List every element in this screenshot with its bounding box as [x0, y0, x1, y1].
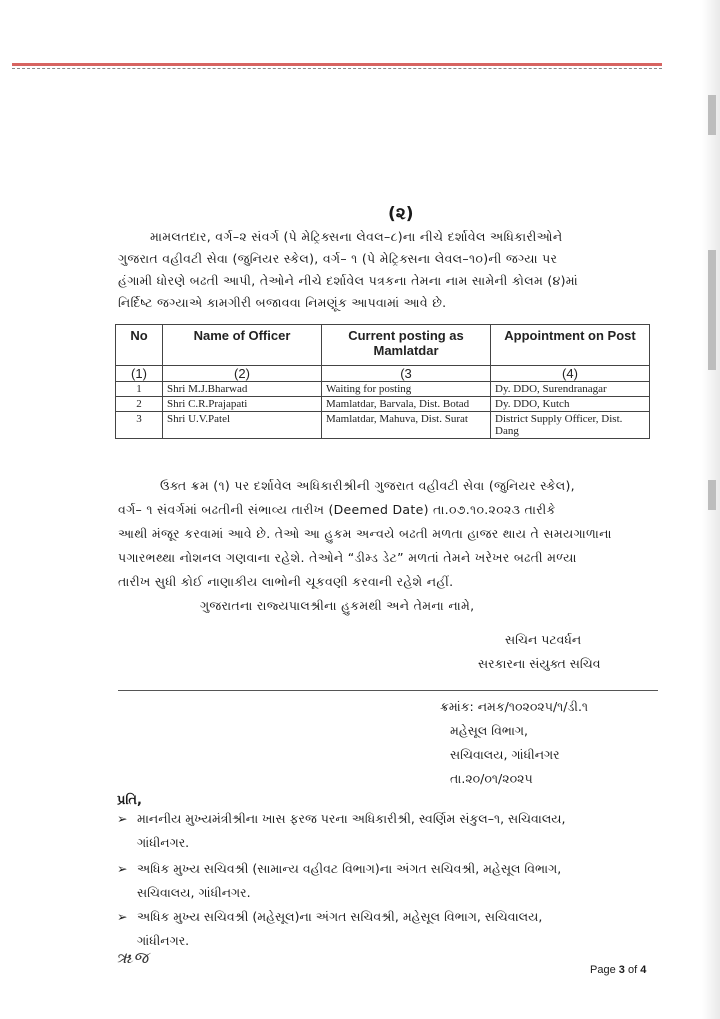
- distribution-line: સચિવાલય, ગાંધીનગર.: [137, 885, 251, 900]
- row-current: Waiting for posting: [322, 382, 491, 397]
- page-footer: [590, 964, 646, 976]
- table-row: [116, 412, 650, 439]
- row-no: 1: [116, 382, 163, 397]
- distribution-item: [117, 905, 662, 953]
- scan-mark: [708, 480, 716, 510]
- header-name: Name of Officer: [163, 325, 322, 366]
- row-name: Shri M.J.Bharwad: [163, 382, 322, 397]
- reference-department: મહેસૂલ વિભાગ,: [450, 723, 529, 738]
- col-number: (4): [491, 366, 650, 382]
- col-number: (1): [116, 366, 163, 382]
- footer-total: 4: [640, 964, 647, 976]
- intro-line: હંગામી ધોરણે બઢતી આપી, તેઓને નીચે દર્શાવેલ પત્રકના તેમના નામ સામેની કોલમ (૪)માં: [118, 273, 578, 288]
- body-line: ઉક્ત ક્રમ (૧) પર દર્શાવેલ અધિકારીશ્રીની ગુજરાત વહીવટી સેવા (જુનિયર સ્કેલ),: [160, 478, 575, 493]
- row-no: 2: [116, 397, 163, 412]
- handwritten-initials: ૠજ: [116, 948, 149, 967]
- distribution-item: [117, 857, 662, 905]
- bullet-icon: ➢: [117, 811, 128, 826]
- scan-edge: [702, 0, 720, 1019]
- scan-mark: [708, 250, 716, 370]
- row-name: Shri C.R.Prajapati: [163, 397, 322, 412]
- body-line: પગારભથ્થા નોશનલ ગણવાના રહેશે. તેઓને “ડીમ્ડ ડેટ” મળતાં તેમને ખરેખર બઢતી મળ્યા: [118, 550, 577, 565]
- body-line: તારીખ સુધી કોઈ નાણાકીય લાભોની ચૂકવણી કરવાની રહેશે નહીં.: [118, 574, 454, 589]
- distribution-item: [117, 807, 662, 855]
- page-marker: (૨): [388, 204, 414, 224]
- distribution-line: ગાંધીનગર.: [137, 835, 190, 850]
- officers-table: [115, 324, 650, 439]
- footer-sep: of: [627, 964, 638, 976]
- table-row: [116, 382, 650, 397]
- distribution-line: માનનીય મુખ્યમંત્રીશ્રીના ખાસ ફરજ પરના અધિકારીશ્રી, સ્વર્ણિમ સંકુલ–૧, સચિવાલય,: [137, 811, 566, 826]
- row-current: Mamlatdar, Barvala, Dist. Botad: [322, 397, 491, 412]
- row-name: Shri U.V.Patel: [163, 412, 322, 439]
- reference-number: ક્રમાંક: નમક/૧૦૨૦૨૫/૧/ડી.૧: [440, 699, 589, 714]
- footer-prefix: Page: [590, 964, 616, 976]
- table-row: [116, 397, 650, 412]
- body-line: વર્ગ– ૧ સંવર્ગમાં બઢતીની સંભાવ્ય તારીખ (Deemed Date) તા.૦૭.૧૦.૨૦૨૩ તારીકે: [118, 502, 556, 517]
- top-dashed-line: [12, 68, 662, 70]
- header-appointment: Appointment on Post: [491, 325, 650, 366]
- signatory-designation: સરકારના સંયુક્ત સચિવ: [478, 656, 601, 671]
- row-current: Mamlatdar, Mahuva, Dist. Surat: [322, 412, 491, 439]
- bullet-icon: ➢: [117, 861, 128, 876]
- footer-current: 3: [618, 964, 625, 976]
- column-number-row: [116, 366, 650, 382]
- closing-line: ગુજરાતના રાજ્યપાલશ્રીના હુકમથી અને તેમના નામે,: [200, 598, 475, 613]
- distribution-heading: પ્રતિ,: [117, 793, 142, 808]
- row-appointment: Dy. DDO, Kutch: [491, 397, 650, 412]
- scan-mark: [708, 95, 716, 135]
- intro-line: ગુજરાત વહીવટી સેવા (જુનિયર સ્કેલ), વર્ગ– ૧ (પે મેટ્રિક્સના લેવલ–૧૦)ની જગ્યા પર: [118, 251, 558, 266]
- row-no: 3: [116, 412, 163, 439]
- bullet-icon: ➢: [117, 909, 128, 924]
- distribution-line: અધિક મુખ્ય સચિવશ્રી (મહેસૂલ)ના અંગત સચિવશ્રી, મહેસૂલ વિભાગ, સચિવાલય,: [137, 909, 543, 924]
- reference-date: તા.૨૦/૦૧/૨૦૨૫: [450, 771, 533, 786]
- body-line: આથી મંજૂર કરવામાં આવે છે. તેઓ આ હુકમ અન્વયે બઢતી મળતા હાજર થાય તે સમયગાળાના: [118, 526, 612, 541]
- intro-line: નિર્દિષ્ટ જગ્યાએ કામગીરી બજાવવા નિમણૂંક આપવામાં આવે છે.: [118, 295, 447, 310]
- signatory-name: સચિન પટવર્ધન: [505, 632, 582, 647]
- header-current-posting: Current posting as Mamlatdar: [322, 325, 491, 366]
- intro-line: મામલતદાર, વર્ગ–૨ સંવર્ગ (પે મેટ્રિક્સના લેવલ–૮)ના નીચે દર્શાવેલ અધિકારીઓને: [150, 229, 563, 244]
- row-appointment: District Supply Officer, Dist. Dang: [491, 412, 650, 439]
- reference-block: [440, 695, 588, 791]
- top-red-line: [12, 63, 662, 66]
- table-header-row: [116, 325, 650, 366]
- reference-place: સચિવાલય, ગાંધીનગર: [450, 747, 560, 762]
- row-appointment: Dy. DDO, Surendranagar: [491, 382, 650, 397]
- header-no: No: [116, 325, 163, 366]
- col-number: (3: [322, 366, 491, 382]
- col-number: (2): [163, 366, 322, 382]
- distribution-line: ગાંધીનગર.: [137, 933, 190, 948]
- divider: [118, 690, 658, 691]
- distribution-line: અધિક મુખ્ય સચિવશ્રી (સામાન્ય વહીવટ વિભાગ)ના અંગત સચિવશ્રી, મહેસૂલ વિભાગ,: [137, 861, 562, 876]
